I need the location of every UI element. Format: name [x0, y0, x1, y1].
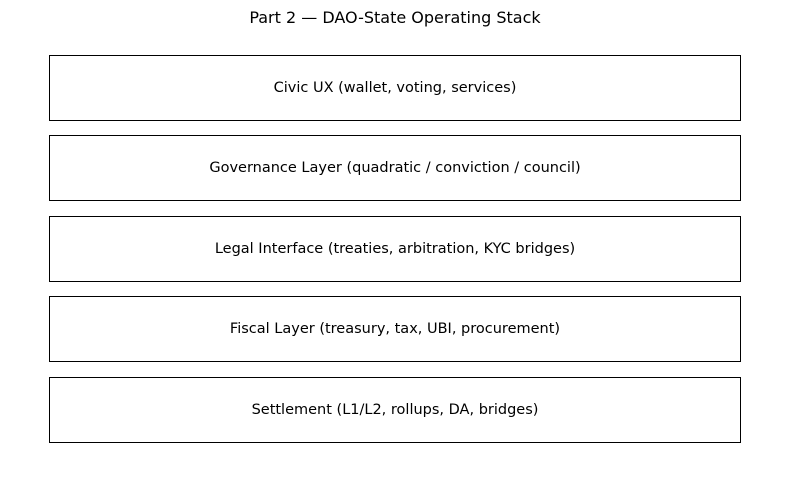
layer-label: Civic UX (wallet, voting, services)	[273, 80, 517, 96]
layer-fiscal	[49, 296, 741, 362]
layer-governance	[49, 135, 741, 201]
layer-legal-interface	[49, 216, 741, 282]
layer-settlement	[49, 377, 741, 443]
layer-label: Fiscal Layer (treasury, tax, UBI, procurement)	[229, 321, 561, 337]
layer-civic-ux	[49, 55, 741, 121]
layer-label: Governance Layer (quadratic / conviction / council)	[209, 160, 581, 176]
layer-label: Legal Interface (treaties, arbitration, KYC bridges)	[214, 241, 576, 257]
layer-label: Settlement (L1/L2, rollups, DA, bridges)	[251, 402, 539, 418]
diagram-title: Part 2 — DAO-State Operating Stack	[249, 8, 541, 27]
